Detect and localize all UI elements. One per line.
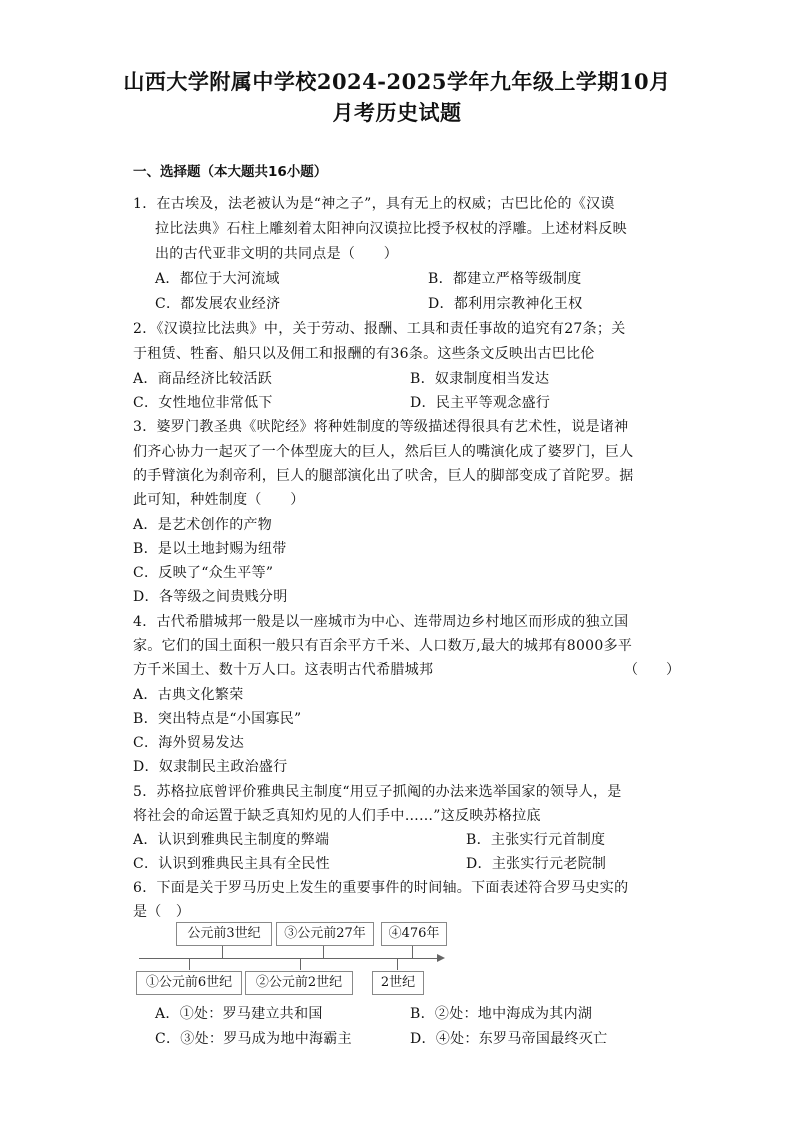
q6-line2: 是（ ） [133,904,191,920]
timeline-label-top-3: ④476年 [381,922,447,946]
q4-line1: 4．古代希腊城邦一般是以一座城市为中心、连带周边乡村地区而形成的独立国 [133,614,629,630]
timeline-tick [189,958,190,970]
q1-option-d[interactable]: D．都利用宗教神化王权 [428,296,583,312]
q3-line3: 的手臂演化为刹帝利，巨人的腿部演化出了吠舍，巨人的脚部变成了首陀罗。据 [133,468,634,484]
q4-line2: 家。它们的国土面积一般只有百余平方千米、人口数万,最大的城邦有8000多平 [133,638,633,654]
q3-option-d[interactable]: D．各等级之间贵贱分明 [133,589,288,605]
q2-option-b[interactable]: B．奴隶制度相当发达 [410,371,550,387]
q6-line1: 6．下面是关于罗马历史上发生的重要事件的时间轴。下面表述符合罗马史实的 [133,880,629,896]
q1-line2: 拉比法典》石柱上雕刻着太阳神向汉谟拉比授予权杖的浮雕。上述材料反映 [155,221,627,237]
exam-title-line1: 山西大学附属中学校2024-2025学年九年级上学期10月 [123,69,671,94]
timeline-tick [222,946,223,958]
q2-option-c[interactable]: C．女性地位非常低下 [133,395,273,411]
timeline-tick [323,946,324,958]
q5-option-a[interactable]: A．认识到雅典民主制度的弊端 [133,832,330,848]
q5-option-d[interactable]: D．主张实行元老院制 [466,856,607,872]
q6-option-a[interactable]: A．①处：罗马建立共和国 [155,1006,323,1022]
q3-line1: 3．婆罗门教圣典《吠陀经》将种姓制度的等级描述得很具有艺术性，说是诸神 [133,419,629,435]
timeline-tick [397,958,398,970]
q1-option-a[interactable]: A．都位于大河流域 [155,271,280,287]
timeline-label-top-2: ③公元前27年 [276,922,374,946]
q4-answer-paren: （ ） [624,662,680,678]
q6-option-b[interactable]: B．②处：地中海成为其内湖 [410,1006,593,1022]
q2-line2: 于租赁、牲畜、船只以及佣工和报酬的有36条。这些条文反映出古巴比伦 [133,346,595,362]
timeline-label-top-1: 公元前3世纪 [176,922,272,946]
q4-option-c[interactable]: C．海外贸易发达 [133,735,245,751]
timeline-label-bottom-3: 2世纪 [372,971,424,995]
q2-option-a[interactable]: A．商品经济比较活跃 [133,371,273,387]
q3-option-a[interactable]: A．是艺术创作的产物 [133,517,273,533]
q6-option-d[interactable]: D．④处：东罗马帝国最终灭亡 [410,1031,608,1047]
q5-option-b[interactable]: B．主张实行元首制度 [466,832,606,848]
q3-line4: 此可知，种姓制度（ ） [133,492,305,508]
q4-option-d[interactable]: D．奴隶制民主政治盛行 [133,759,288,775]
q3-line2: 们齐心协力一起灭了一个体型庞大的巨人，然后巨人的嘴演化成了婆罗门，巨人 [133,444,634,460]
q1-option-b[interactable]: B．都建立严格等级制度 [428,271,582,287]
q1-line3: 出的古代亚非文明的共同点是（ ） [155,246,399,262]
timeline-arrow-icon [437,954,445,962]
q4-option-a[interactable]: A．古典文化繁荣 [133,687,244,703]
q1-line1: 1．在古埃及，法老被认为是“神之子”，具有无上的权威；古巴比伦的《汉谟 [133,196,615,212]
q1-option-c[interactable]: C．都发展农业经济 [155,296,281,312]
timeline-tick [412,946,413,958]
q4-option-b[interactable]: B．突出特点是“小国寡民” [133,711,302,727]
section-heading: 一、选择题（本大题共16小题） [133,164,328,180]
q5-option-c[interactable]: C．认识到雅典民主具有全民性 [133,856,330,872]
q2-line1: 2．《汉谟拉比法典》中，关于劳动、报酬、工具和责任事故的追究有27条；关 [133,321,626,337]
timeline-label-bottom-1: ①公元前6世纪 [136,971,242,995]
q5-line1: 5．苏格拉底曾评价雅典民主制度“用豆子抓阄的办法来选举国家的领导人，是 [133,784,622,800]
q2-option-d[interactable]: D．民主平等观念盛行 [410,395,551,411]
timeline-axis [139,958,439,959]
q4-line3: 方千米国土、数十万人口。这表明古代希腊城邦 [133,662,434,678]
timeline-label-bottom-2: ②公元前2世纪 [245,971,353,995]
q6-option-c[interactable]: C．③处：罗马成为地中海霸主 [155,1031,352,1047]
q3-option-b[interactable]: B．是以土地封赐为纽带 [133,541,287,557]
q5-line2: 将社会的命运置于缺乏真知灼见的人们手中……”这反映苏格拉底 [133,808,541,824]
timeline-tick [300,958,301,970]
q3-option-c[interactable]: C．反映了“众生平等” [133,565,274,581]
exam-title-line2: 月考历史试题 [332,100,462,125]
